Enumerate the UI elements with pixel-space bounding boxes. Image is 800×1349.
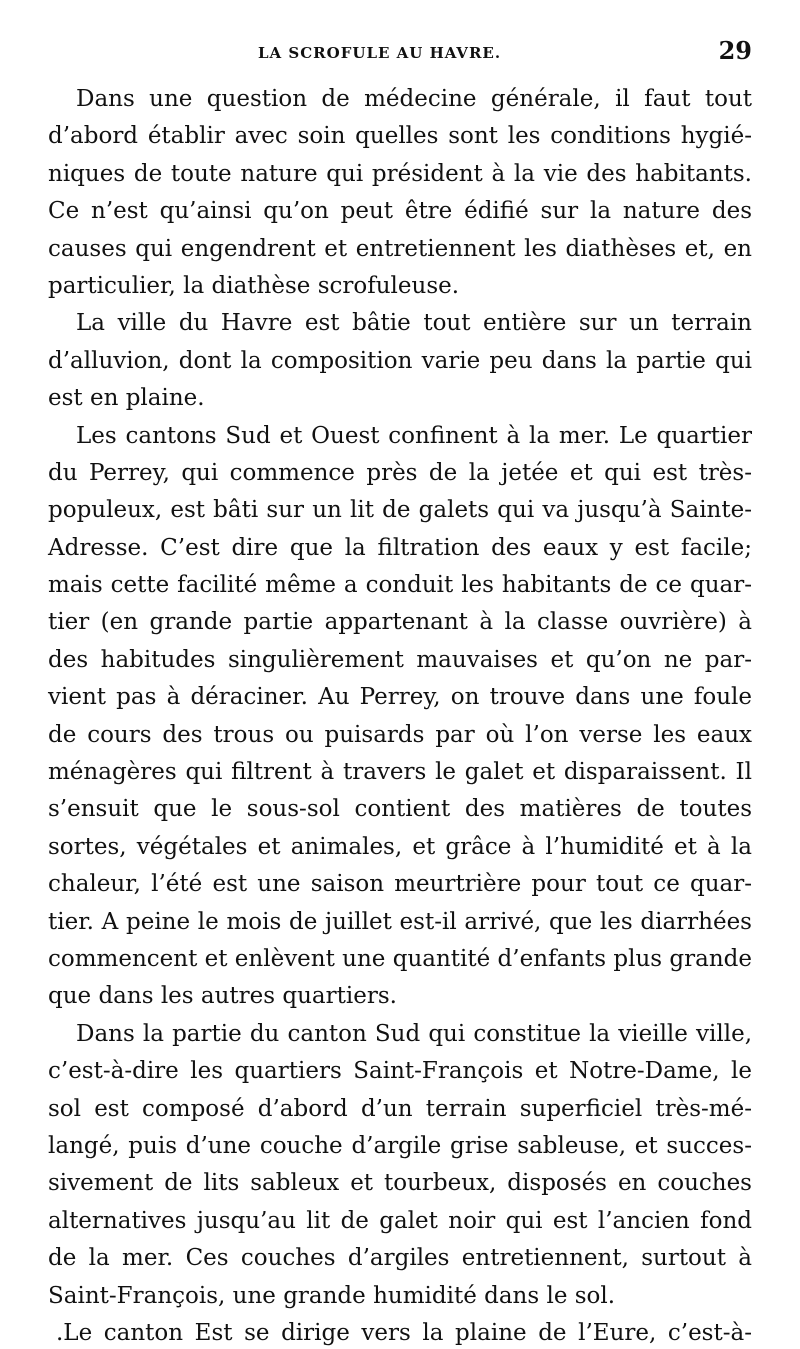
text-line: d’abord établir avec soin quelles sont les conditions hygié- xyxy=(48,123,752,150)
running-head xyxy=(48,36,752,70)
text-line: de la mer. Ces couches d’argiles entretiennent, surtout à xyxy=(48,1245,752,1272)
text-line: Adresse. C’est dire que la filtration des eaux y est facile; xyxy=(48,534,752,561)
text-line: langé, puis d’une couche d’argile grise sableuse, et succes- xyxy=(48,1132,752,1159)
text-line: chaleur, l’été est une saison meurtrière pour tout ce quar- xyxy=(48,871,752,898)
text-line: Dans une question de médecine générale, il faut tout xyxy=(76,86,752,112)
text-line: tier (en grande partie appartenant à la classe ouvrière) à xyxy=(48,609,752,636)
text-line: .Le canton Est se dirige vers la plaine de l’Eure, c’est-à- xyxy=(56,1319,752,1346)
text-line: La ville du Havre est bâtie tout entière sur un terrain xyxy=(76,310,752,337)
text-line: populeux, est bâti sur un lit de galets qui va jusqu’à Sainte- xyxy=(48,497,752,524)
text-line: alternatives jusqu’au lit de galet noir qui est l’ancien fond xyxy=(48,1207,752,1234)
text-line: commencent et enlèvent une quantité d’enfants plus grande xyxy=(48,945,752,972)
text-line: sivement de lits sableux et tourbeux, disposés en couches xyxy=(48,1170,752,1197)
text-line: Les cantons Sud et Ouest confinent à la mer. Le quartier xyxy=(76,422,752,449)
text-line: est en plaine. xyxy=(48,385,205,412)
text-line: tier. A peine le mois de juillet est-il arrivé, que les diarrhées xyxy=(48,908,752,935)
text-line: Saint-François, une grande humidité dans le sol. xyxy=(48,1282,616,1309)
text-line: du Perrey, qui commence près de la jetée et qui est très- xyxy=(48,459,752,486)
text-line: que dans les autres quartiers. xyxy=(48,983,397,1010)
body-text xyxy=(48,81,752,1349)
text-line: Ce n’est qu’ainsi qu’on peut être édifié sur la nature des xyxy=(48,198,752,225)
text-line: vient pas à déraciner. Au Perrey, on trouve dans une foule xyxy=(48,684,752,711)
text-line: causes qui engendrent et entretiennent les diathèses et, en xyxy=(48,235,752,262)
text-line: de cours des trous ou puisards par où l’on verse les eaux xyxy=(48,721,752,748)
text-line: sol est composé d’abord d’un terrain superficiel très-mé- xyxy=(48,1095,752,1122)
text-line: des habitudes singulièrement mauvaises et qu’on ne par- xyxy=(48,646,752,673)
text-line: s’ensuit que le sous-sol contient des matières de toutes xyxy=(48,796,752,823)
text-line: ménagères qui filtrent à travers le galet et disparaissent. Il xyxy=(48,759,752,786)
text-line: c’est-à-dire les quartiers Saint-François et Notre-Dame, le xyxy=(48,1058,752,1085)
text-line: sortes, végétales et animales, et grâce à l’humidité et à la xyxy=(48,833,752,860)
page-number: 29 xyxy=(718,36,752,65)
text-line: mais cette facilité même a conduit les habitants de ce quar- xyxy=(48,572,752,599)
text-line: niques de toute nature qui président à la vie des habitants. xyxy=(48,160,752,187)
text-line: d’alluvion, dont la composition varie peu dans la partie qui xyxy=(48,347,752,374)
running-title: LA SCROFULE AU HAVRE. xyxy=(258,44,502,62)
text-line: particulier, la diathèse scrofuleuse. xyxy=(48,272,460,299)
text-line: Dans la partie du canton Sud qui constitue la vieille ville, xyxy=(76,1020,752,1047)
